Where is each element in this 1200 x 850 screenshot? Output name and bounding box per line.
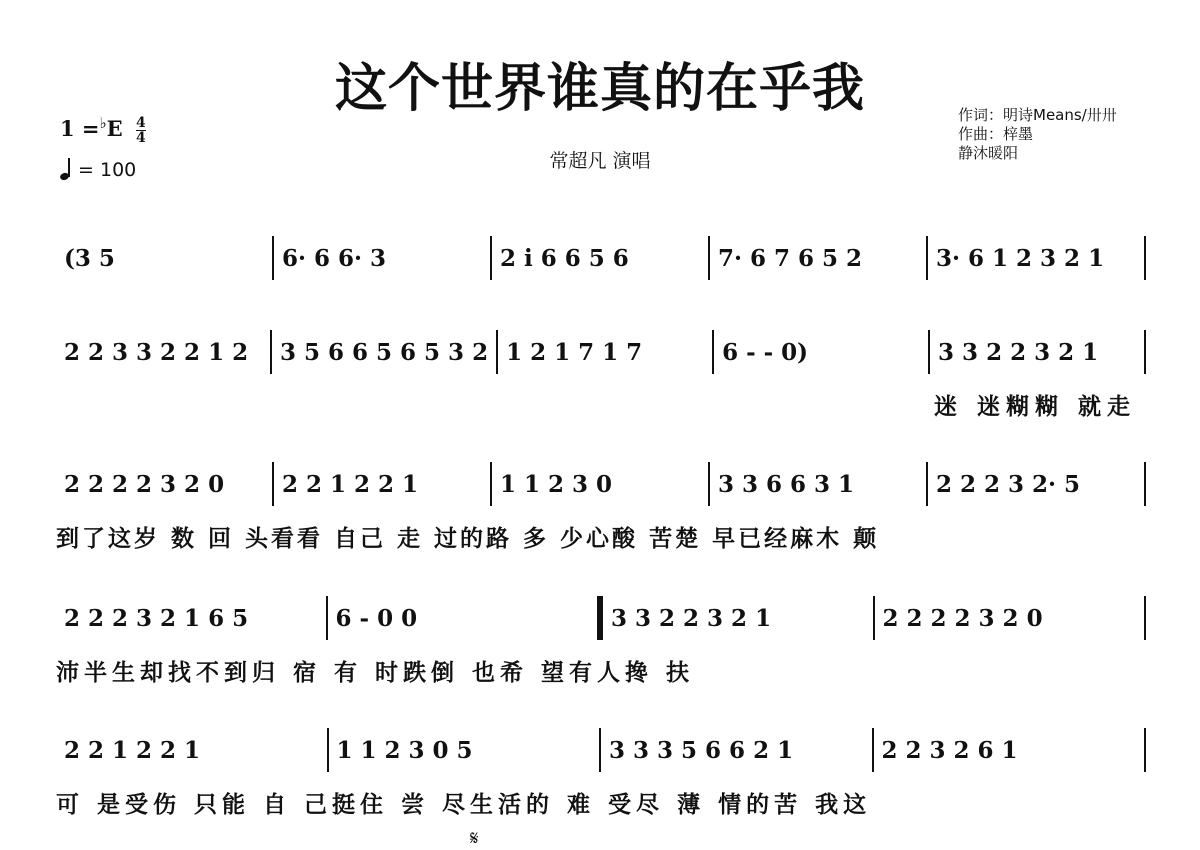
measure: 2 2 3 2 6 1 xyxy=(881,736,1018,764)
measure: 2 2 3 3 2 2 1 2 xyxy=(64,338,249,366)
measure: 6 - - 0) xyxy=(722,338,809,366)
measure: 2 2 1 2 2 1 xyxy=(282,470,419,498)
lyrics-line: 到了这岁 数 回 头看看 自己 走 过的路 多 少心酸 苦楚 早已经麻木 颠 xyxy=(56,526,880,552)
barline xyxy=(1144,596,1146,640)
lyrics-line: 可 是受伤 只能 自 己挺住 尝 尽生活的 难 受尽 薄 情的苦 我这 xyxy=(56,792,872,818)
measure: 3 3 6 6 3 1 xyxy=(718,470,855,498)
measure: 1 1 2 3 0 5 xyxy=(336,736,473,764)
measure: 3· 6 1 2 3 2 1 xyxy=(936,244,1105,272)
quarter-note-icon xyxy=(60,158,72,180)
measure: 2 2 1 2 2 1 xyxy=(64,736,201,764)
arranger: 静沐暖阳 xyxy=(958,144,1019,162)
lyricist: 作词：明诗Means/卅卅 xyxy=(958,106,1117,124)
barline xyxy=(1144,236,1146,280)
barline xyxy=(1144,728,1146,772)
measure: 6 - 0 0 xyxy=(335,604,418,632)
time-signature: $\frac{4}{4}$ xyxy=(135,115,146,146)
key-signature: 1 =♭E $\frac{4}{4}$ xyxy=(60,114,146,146)
lyrics-line: 迷 迷糊糊 就走 xyxy=(933,394,1136,420)
barline xyxy=(1144,462,1146,506)
measure: 3 3 2 2 3 2 1 xyxy=(938,338,1099,366)
credits-block xyxy=(958,106,1117,163)
measure: 7· 6 7 6 5 2 xyxy=(718,244,863,272)
measure: 3 3 2 2 3 2 1 xyxy=(611,604,772,632)
song-title: 这个世界谁真的在乎我 xyxy=(334,59,865,119)
measure: 2 2 2 3 2 1 6 5 xyxy=(64,604,249,632)
singer-credit: 常超凡 演唱 xyxy=(549,150,651,172)
measure: 1 1 2 3 0 xyxy=(500,470,613,498)
segno-icon: 𝄋 xyxy=(470,826,479,850)
measure: (3 5 xyxy=(64,244,115,272)
measure: 2 2 2 2 3 2 0 xyxy=(882,604,1043,632)
tempo-marking: = 100 xyxy=(60,158,136,181)
measure: 2 2 2 3 2· 5 xyxy=(936,470,1081,498)
measure: 2 2 2 2 3 2 0 xyxy=(64,470,225,498)
barline xyxy=(1144,330,1146,374)
measure: 6· 6 6· 3 xyxy=(282,244,387,272)
measure: 3 3 3 5 6 6 2 1 xyxy=(609,736,794,764)
measure: 2 i 6 6 5 6 xyxy=(500,244,629,272)
lyrics-line: 沛半生却找不到归 宿 有 时跌倒 也希 望有人搀 扶 xyxy=(56,660,695,686)
measure: 3 5 6 6 5 6 5 3 2 xyxy=(279,338,489,366)
composer: 作曲：梓墨 xyxy=(958,125,1034,143)
measure: 1 2 1 7 1 7 xyxy=(506,338,643,366)
